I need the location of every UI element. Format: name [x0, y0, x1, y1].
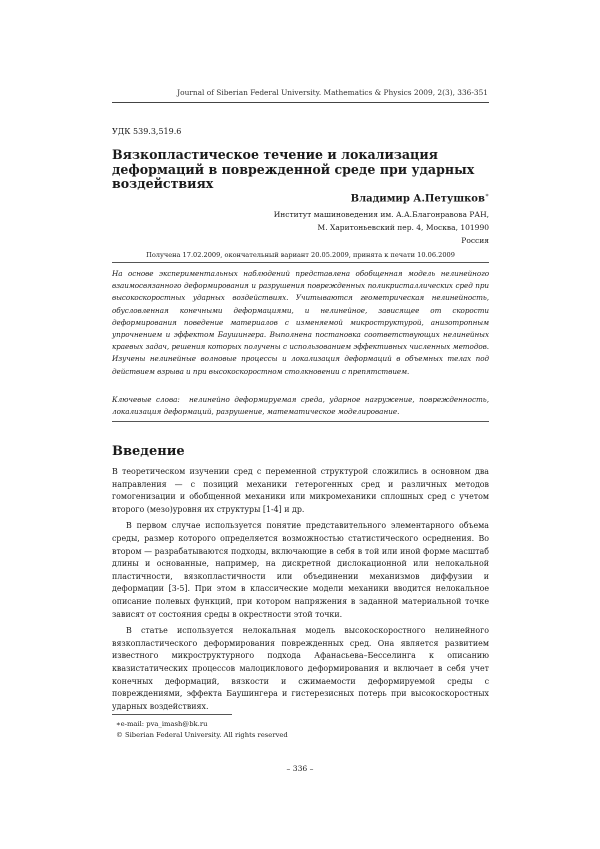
author-name-text: Владимир А.Петушков — [350, 193, 485, 205]
keywords-label: Ключевые слова: — [112, 395, 180, 404]
section-body — [112, 466, 489, 717]
footnote-email: ∗e-mail: pva_imash@bk.ru — [116, 720, 208, 728]
footnotes — [112, 719, 288, 741]
body-paragraph: В первом случае используется понятие представительного элементарного объема среды, размер которого определяется возможностью статистического осреднения. Во втором — разрабатываются подходы, включающие в себя в той или иной форме масштаб длины и основанные, например, на дискретной дислокационной или нелокальной пластичности, вязкопластичности или объединении механизмов диффузии и деформации [3-5]. При этом в классические модели механики вводится нелокальное описание полевых функций, при котором напряжения в заданной материальной точке зависят от состояния среды в окрестности этой точки. — [112, 521, 489, 619]
author-footnote-mark: ∗ — [484, 192, 489, 199]
affiliation-line: М. Харитоньевский пер. 4, Москва, 101990 — [317, 223, 489, 232]
keywords — [112, 394, 489, 418]
article-title: Вязкопластическое течение и локализация деформаций в поврежденной среде при ударных воздействиях — [112, 147, 475, 191]
header-rule — [112, 102, 489, 103]
affiliation-line: Институт машиноведения им. А.А.Благонравова РАН, — [273, 210, 489, 219]
body-paragraph: В теоретическом изучении сред с переменной структурой сложились в основном два направления — с позиций механики гетерогенных сред и различных методов гомогенизации и обобщенной механики или микромеханики сплошных сред с учетом второго (мезо)уровня их структуры [1-4] и др. — [112, 467, 489, 514]
author-name — [0, 192, 489, 204]
abstract-bottom-rule — [112, 421, 489, 422]
affiliation-country: Россия — [461, 236, 489, 245]
affiliation — [0, 208, 489, 247]
page-number: – 336 – — [286, 764, 314, 773]
abstract: На основе экспериментальных наблюдений представлена обобщенная модель нелинейного взаимосвязанного деформирования и разрушения поврежденных поликристаллических сред при высокоскоростных ударных воздействиях. Учитываются геометрическая нелинейность, обусловленная конечными деформациями, и нелинейное, зависящее от скорости деформирования поведение материалов с изменяемой микроструктурой, анизотропным упрочнением и эффектом Баушингера. Выполнена постановка соответствующих нелинейных краевых задач, решения которых получены с использованием эффективных численных методов. Изучены нелинейные волновые процессы и локализация деформаций в объемных телах под действием взрыва и при высокоскоростном столкновении с препятствием. — [112, 269, 489, 376]
footnote-rule — [112, 714, 232, 715]
abstract-top-rule — [112, 262, 489, 263]
keywords-text: нелинейно деформируемая среда, ударное нагружение, поврежденность, локализация деформаций, разрушение, математическое моделирование. — [112, 395, 489, 417]
udk-code: УДК 539.3,519.6 — [112, 127, 182, 136]
journal-header: Journal of Siberian Federal University. Mathematics & Physics 2009, 2(3), 336-351 — [177, 88, 488, 97]
footnote-copyright: © Siberian Federal University. All rights reserved — [116, 731, 288, 739]
body-paragraph: В статье используется нелокальная модель высокоскоростного нелинейного вязкопластического деформирования поврежденных сред. Она является развитием известного микроструктурного подхода Афанасьева–Бесселинга к описанию квазистатических процессов малоциклового деформирования и включает в себя учет конечных деформаций, вязкости и сжимаемости деформируемой среды с повреждениями, эффекта Баушингера и гистерезисных потерь при высокоскоростных ударных воздействиях. — [112, 626, 489, 711]
section-heading: Введение — [112, 444, 185, 459]
submission-dates: Получена 17.02.2009, окончательный вариант 20.05.2009, принята к печати 10.06.2009 — [146, 251, 455, 259]
